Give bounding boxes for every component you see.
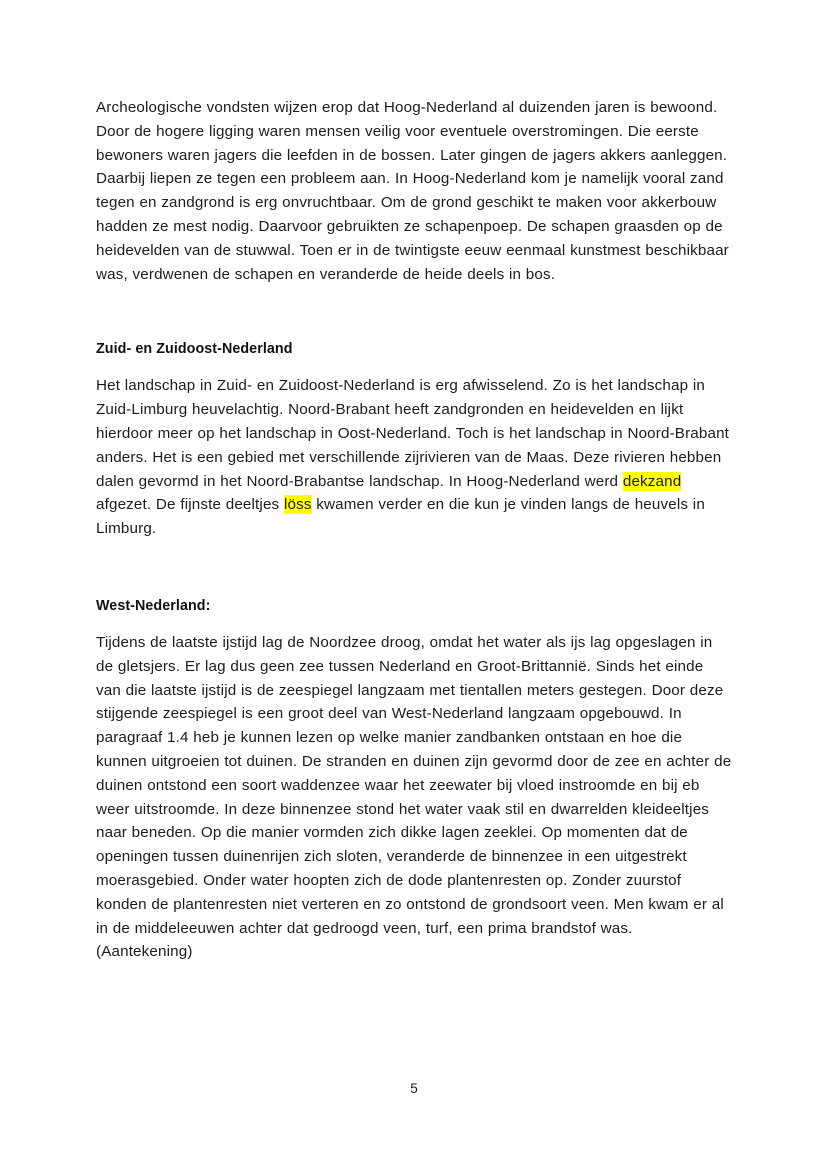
heading-west-nederland: West-Nederland: (96, 597, 211, 614)
spacer (96, 541, 732, 595)
highlighted-term-loss: löss (283, 496, 312, 514)
paragraph-text-segment: afgezet. De fijnste deeltjes (96, 496, 284, 514)
paragraph-zuid-en-zuidoost-nederland (96, 374, 732, 541)
heading-zuid-en-zuidoost-nederland: Zuid- en Zuidoost-Nederland (96, 341, 293, 358)
paragraph-west-nederland: Tijdens de laatste ijstijd lag de Noordzee droog, omdat het water als ijs lag opgeslagen in de gletsjers. Er lag dus geen zee tussen Nederland en Groot-Brittannië. Sinds het einde van die laatste ijstijd is de zeespiegel langzaam met tientallen meters gestegen. Door deze stijgende zeespiegel is een groot deel van West-Nederland langzaam opgebouwd. In paragraaf 1.4 heb je kunnen lezen op welke manier zandbanken ontstaan en hoe die kunnen uitgroeien tot duinen. De stranden en duinen zijn gevormd door de zee en achter de duinen ontstond een soort waddenzee waar het zeewater bij vloed instroomde en bij eb weer uitstroomde. In deze binnenzee stond het water vaak stil en dwarrelden kleideeltjes naar beneden. Op die manier vormden zich dikke lagen zeeklei. Op momenten dat de openingen tussen duinenrijen zich sloten, veranderde de binnenzee in een uitgestrekt moerasgebied. Onder water hoopten zich de dode plantenresten op. Zonder zuurstof konden de plantenresten niet verteren en zo ontstond de grondsoort veen. Men kwam er al in de middeleeuwen achter dat gedroogd veen, turf, een prima brandstof was. (Aantekening) (96, 633, 732, 961)
page-content (96, 96, 732, 964)
paragraph-hoog-nederland: Archeologische vondsten wijzen erop dat Hoog-Nederland al duizenden jaren is bewoond. Door de hogere ligging waren mensen veilig voor eventuele overstromingen. Die eerste bewoners waren jagers die leefden in de bossen. Later gingen de jagers akkers aanleggen. Daarbij liepen ze tegen een probleem aan. In Hoog-Nederland kom je namelijk vooral zand tegen en zandgrond is erg onvruchtbaar. Om de grond geschikt te maken voor akkerbouw hadden ze mest nodig. Daarvoor gebruikten ze schapenpoep. De schapen graasden op de heidevelden van de stuwwal. Toen er in de twintigste eeuw eenmaal kunstmest beschikbaar was, verdwenen de schapen en veranderde de heide deels in bos. (96, 99, 729, 283)
paragraph-text-segment: Het landschap in Zuid- en Zuidoost-Nederland is erg afwisselend. Zo is het landschap in Zuid-Limburg heuvelachtig. Noord-Brabant heeft zandgronden en heidevelden en lijkt hierdoor meer op het landschap in Oost-Nederland. Toch is het landschap in Noord-Brabant anders. Het is een gebied met verschillende zijrivieren van de Maas. Deze rivieren hebben dalen gevormd in het Noord-Brabantse landschap. In Hoog-Nederland werd (96, 377, 730, 490)
spacer (96, 360, 732, 374)
page-number: 5 (410, 1081, 418, 1096)
paragraph-text-segment: kwamen verder en die kun je vinden langs de heuvels in Limburg. (96, 496, 705, 538)
highlighted-term-dekzand: dekzand (622, 472, 682, 490)
spacer (96, 617, 732, 631)
spacer (96, 286, 732, 338)
